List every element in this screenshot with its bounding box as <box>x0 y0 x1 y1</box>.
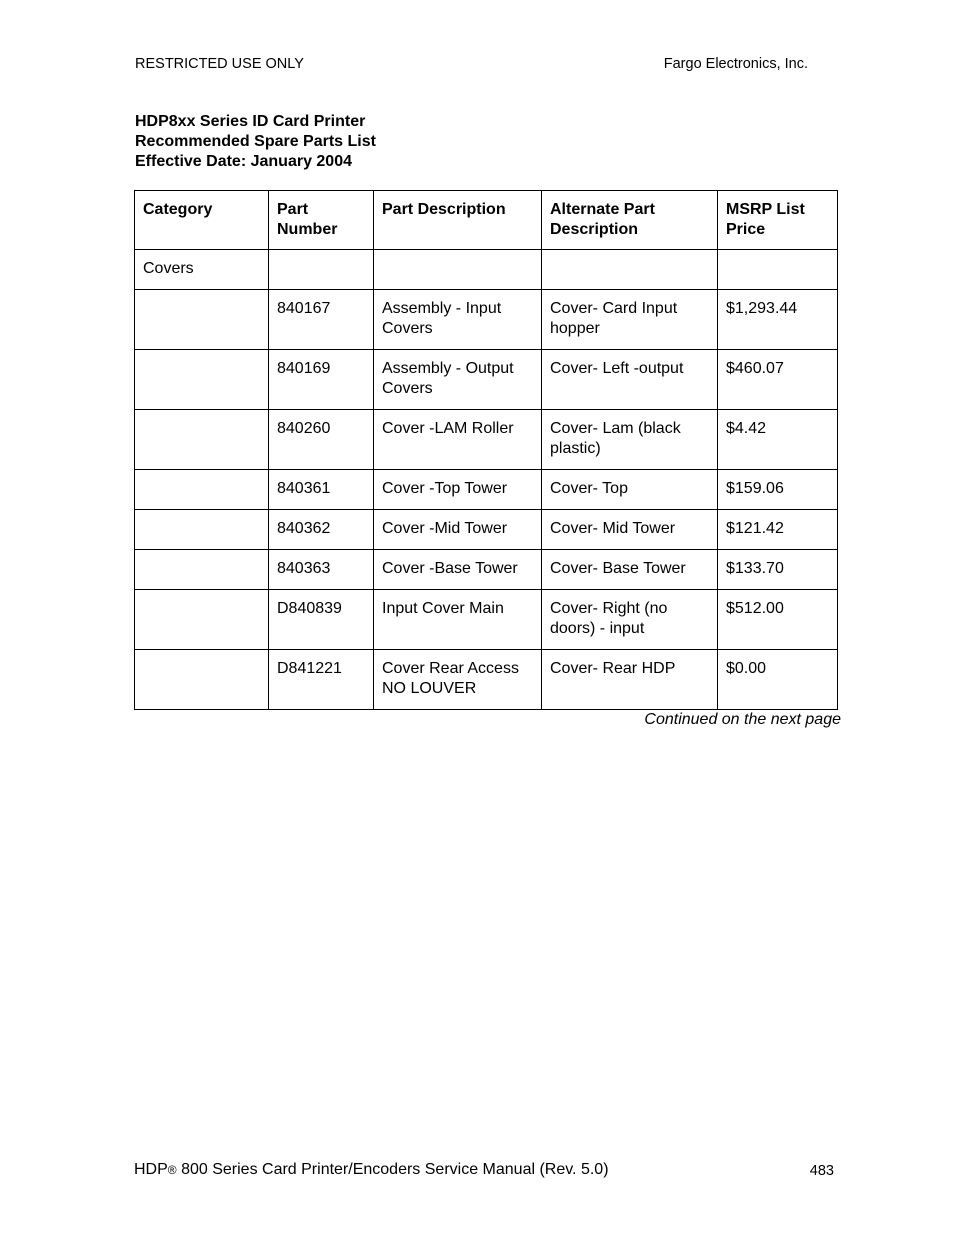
table-row <box>135 250 838 290</box>
table-cell: 840169 <box>269 350 374 410</box>
table-cell: Cover -Base Tower <box>374 550 542 590</box>
table-row <box>135 590 838 650</box>
footer-manual-title <box>134 1161 609 1179</box>
table-row <box>135 550 838 590</box>
table-row <box>135 410 838 470</box>
table-cell <box>135 550 269 590</box>
footer-brand: HDP <box>134 1161 168 1178</box>
spare-parts-table <box>134 190 838 710</box>
title-line-1: HDP8xx Series ID Card Printer <box>135 113 366 130</box>
title-line-2: Recommended Spare Parts List <box>135 133 376 150</box>
header-restricted: RESTRICTED USE ONLY <box>135 56 304 72</box>
table-cell: Cover- Mid Tower <box>542 510 718 550</box>
table-cell: D841221 <box>269 650 374 710</box>
table-cell: 840362 <box>269 510 374 550</box>
table-cell: $460.07 <box>718 350 838 410</box>
table-row <box>135 290 838 350</box>
table-cell: Cover- Base Tower <box>542 550 718 590</box>
table-cell: Cover- Right (no doors) - input <box>542 590 718 650</box>
table-cell <box>542 250 718 290</box>
document-title <box>135 112 376 172</box>
table-cell: Cover- Card Input hopper <box>542 290 718 350</box>
table-cell: Cover -LAM Roller <box>374 410 542 470</box>
table-cell: $4.42 <box>718 410 838 470</box>
table-cell: Covers <box>135 250 269 290</box>
column-header: Category <box>135 191 269 250</box>
page-number: 483 <box>809 1163 834 1179</box>
table-cell: Cover- Left -output <box>542 350 718 410</box>
table-cell <box>135 470 269 510</box>
table-cell: 840361 <box>269 470 374 510</box>
table-cell: Assembly - Output Covers <box>374 350 542 410</box>
table-cell: Cover Rear Access NO LOUVER <box>374 650 542 710</box>
table-cell: $1,293.44 <box>718 290 838 350</box>
table-cell <box>135 650 269 710</box>
table-cell: D840839 <box>269 590 374 650</box>
table-cell: Cover- Lam (black plastic) <box>542 410 718 470</box>
table-cell <box>135 290 269 350</box>
table-cell: 840260 <box>269 410 374 470</box>
table-cell: $512.00 <box>718 590 838 650</box>
column-header: MSRP List Price <box>718 191 838 250</box>
table-cell <box>135 350 269 410</box>
table-cell: Cover -Top Tower <box>374 470 542 510</box>
table-row <box>135 650 838 710</box>
table-cell: Cover -Mid Tower <box>374 510 542 550</box>
table-cell: $0.00 <box>718 650 838 710</box>
continued-note: Continued on the next page <box>644 711 841 728</box>
table-cell: Assembly - Input Covers <box>374 290 542 350</box>
table-cell: 840363 <box>269 550 374 590</box>
column-header: Alternate Part Description <box>542 191 718 250</box>
table-cell <box>718 250 838 290</box>
header-company: Fargo Electronics, Inc. <box>663 56 808 72</box>
table-cell: Input Cover Main <box>374 590 542 650</box>
table-row <box>135 470 838 510</box>
table-cell: Cover- Rear HDP <box>542 650 718 710</box>
title-line-3: Effective Date: January 2004 <box>135 153 352 170</box>
table-cell <box>135 590 269 650</box>
footer-title-text: 800 Series Card Printer/Encoders Service Manual (Rev. 5.0) <box>176 1161 609 1178</box>
table-cell: $121.42 <box>718 510 838 550</box>
table-cell: Cover- Top <box>542 470 718 510</box>
table-cell <box>135 410 269 470</box>
table-cell: $159.06 <box>718 470 838 510</box>
table-cell <box>374 250 542 290</box>
column-header: Part Description <box>374 191 542 250</box>
table-cell <box>135 510 269 550</box>
table-cell: $133.70 <box>718 550 838 590</box>
column-header: Part Number <box>269 191 374 250</box>
table-cell: 840167 <box>269 290 374 350</box>
table-row <box>135 510 838 550</box>
registered-mark: ® <box>167 1163 177 1177</box>
table-cell <box>269 250 374 290</box>
table-row <box>135 350 838 410</box>
table-header-row <box>135 191 838 250</box>
